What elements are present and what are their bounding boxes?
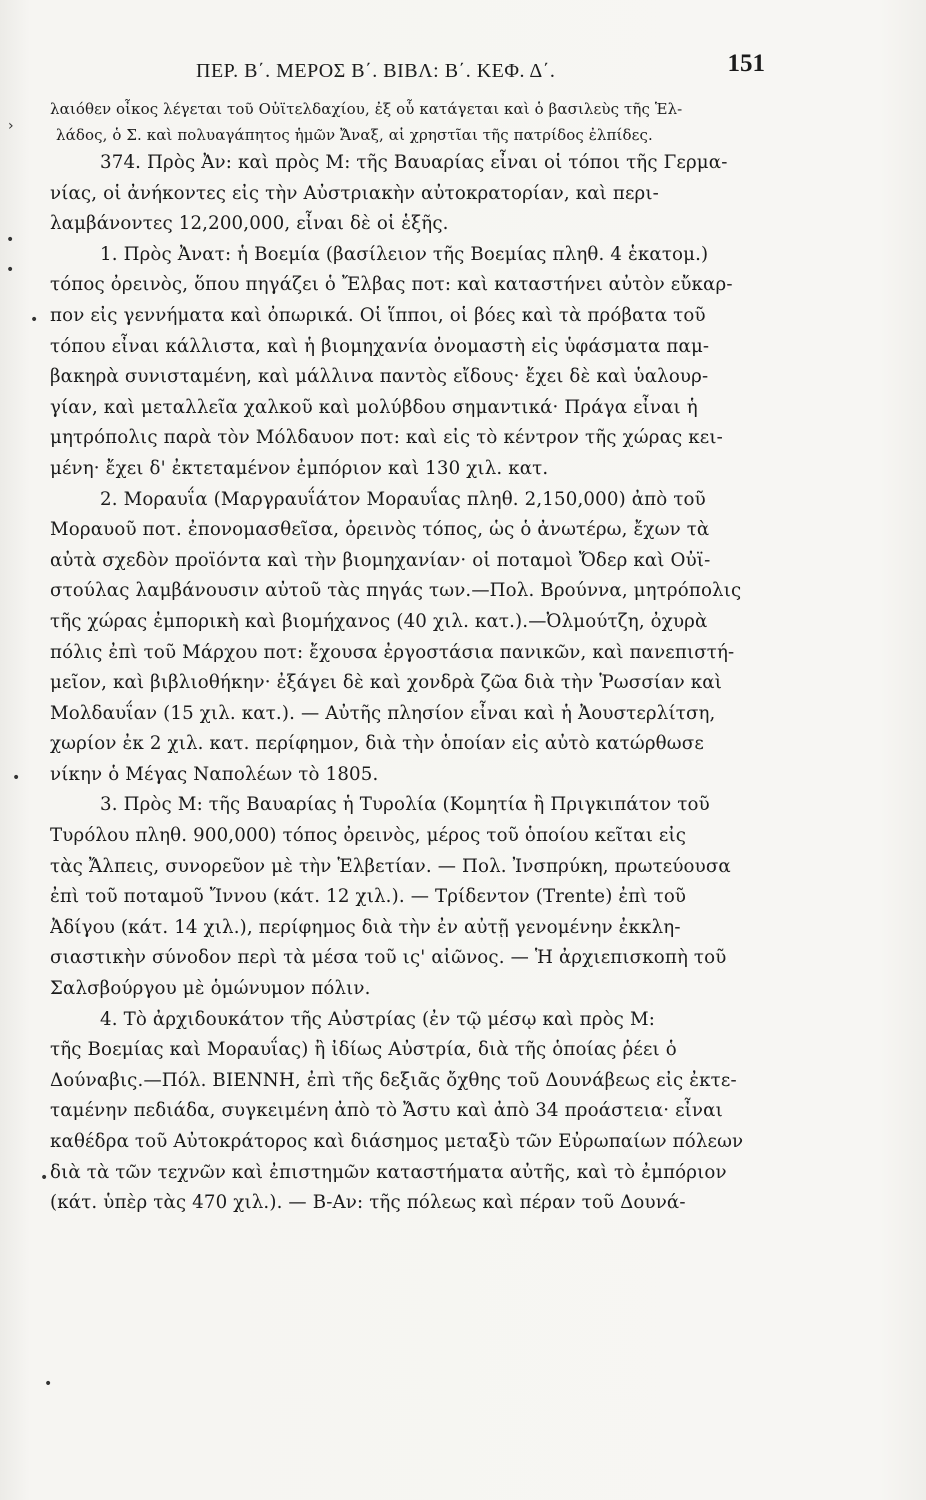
text-line: καθέδρα τοῦ Αὐτοκράτορος καὶ διάσημος μεταξὺ τῶν Εὐρωπαίων πόλεων [50,1131,744,1152]
text-line: (κάτ. ὑπὲρ τὰς 470 χιλ.). — Β-Αν: τῆς πόλεως καὶ πέραν τοῦ Δουνά- [50,1192,686,1214]
item-2-heading: 2. Μοραυΐα (Μαργραυΐάτον Μοραυΐας πληθ. 2,150,000) ἀπὸ τοῦ [100,488,706,510]
text-line: Δούναβις.—Πόλ. ΒΙΕΝΝΗ, ἐπὶ τῆς δεξιᾶς ὄχθης τοῦ Δουνάβεως εἰς ἐκτε- [50,1069,737,1091]
text-line: διὰ τὰ τῶν τεχνῶν καὶ ἐπιστημῶν καταστήματα αὐτῆς, καὶ τὸ ἐμπόριον [50,1161,727,1183]
margin-mark: • [6,232,15,248]
page-number: 151 [727,50,765,77]
text-line: Μολδαυΐαν (15 χιλ. κατ.). — Αὐτῆς πλησίον εἶναι καὶ ἡ Ἀουστερλίτση, [50,702,716,724]
margin-mark: • [12,770,21,786]
text-line: πον εἰς γεννήματα καὶ ὀπωρικά. Οἱ ἵπποι, οἱ βόες καὶ τὰ πρόβατα τοῦ [50,304,706,326]
text-line: γίαν, καὶ μεταλλεῖα χαλκοῦ καὶ μολύβδου σημαντικά· Πράγα εἶναι ἡ [50,396,698,418]
text-line: νίκην ὁ Μέγας Ναπολέων τὸ 1805. [50,763,379,785]
text-line: στούλας λαμβάνουσιν αὐτοῦ τὰς πηγάς των.—Πολ. Βρούννα, μητρόπολις [50,580,742,602]
item-3-heading: 3. Πρὸς Μ: τῆς Βαυαρίας ἡ Τυρολία (Κομητία ἢ Πριγκιπάτον τοῦ [100,794,710,816]
text-line: Σαλσβούργου μὲ ὁμώνυμον πόλιν. [50,978,371,1000]
margin-mark: › [8,118,14,134]
item-4-heading: 4. Τὸ ἀρχιδουκάτον τῆς Αὐστρίας (ἐν τῷ μέσῳ καὶ πρὸς Μ: [100,1008,656,1030]
text-line: λαιόθεν οἶκος λέγεται τοῦ Οὐϊτελδαχίου, ἐξ οὗ κατάγεται καὶ ὁ βασιλεὺς τῆς Ἑλ- [50,100,683,118]
text-line: σιαστικὴν σύνοδον περὶ τὰ μέσα τοῦ ις' αἰῶνος. — Ἡ ἀρχιεπισκοπὴ τοῦ [50,947,727,969]
section-374-heading: 374. Πρὸς Ἀν: καὶ πρὸς Μ: τῆς Βαυαρίας εἶναι οἱ τόποι τῆς Γερμα- [100,152,728,173]
text-line: μεῖον, καὶ βιβλιοθήκην· ἐξάγει δὲ καὶ χονδρὰ ζῶα διὰ τὴν Ῥωσσίαν καὶ [50,672,723,694]
text-line: αὐτὰ σχεδὸν προϊόντα καὶ τὴν βιομηχανίαν· οἱ ποταμοὶ Ὄδερ καὶ Οὐϊ- [50,549,711,571]
page-body [50,94,780,1219]
running-head: ΠΕΡ. Β΄. ΜΕΡΟΣ Β΄. ΒΙΒΛ: Β΄. ΚΕΦ. Δ΄. [196,60,556,82]
margin-mark: • [44,1376,53,1392]
text-line: τὰς Ἄλπεις, συνορεῦον μὲ τὴν Ἑλβετίαν. — Πολ. Ἰνσπρύκη, πρωτεύουσα [50,855,731,877]
text-line: Ἀδίγου (κάτ. 14 χιλ.), περίφημος διὰ τὴν ἐν αὐτῇ γενομένην ἐκκλη- [50,916,681,938]
text-line: πόλις ἐπὶ τοῦ Μάρχου ποτ: ἔχουσα ἐργοστάσια πανικῶν, καὶ πανεπιστή- [50,641,735,663]
margin-mark: • [30,312,39,328]
item-1-heading: 1. Πρὸς Ἀνατ: ἡ Βοεμία (βασίλειον τῆς Βοεμίας πληθ. 4 ἑκατομ.) [100,243,709,265]
text-line: τόπος ὀρεινὸς, ὅπου πηγάζει ὁ Ἔλβας ποτ: καὶ καταστήνει αὐτὸν εὔκαρ- [50,274,733,296]
text-line: λάδος, ὁ Σ. καὶ πολυαγάπητος ἡμῶν Ἄναξ, αἱ χρηστῖαι τῆς πατρίδος ἐλπίδες. [56,126,653,144]
text-line: τῆς χώρας ἐμπορικὴ καὶ βιομήχανος (40 χιλ. κατ.).—Ὀλμούτζη, ὀχυρὰ [50,610,708,632]
text-line: ἐπὶ τοῦ ποταμοῦ Ἴννου (κάτ. 12 χιλ.). — Τρίδεντον (Trente) ἐπὶ τοῦ [50,886,687,908]
margin-mark: • [6,262,15,278]
text-line: τόπου εἶναι κάλλιστα, καὶ ἡ βιομηχανία ὀνομαστὴ εἰς ὑφάσματα παμ- [50,335,710,357]
text-line: μητρόπολις παρὰ τὸν Μόλδαυον ποτ: καὶ εἰς τὸ κέντρον τῆς χώρας κει- [50,427,723,449]
text-line: λαμβάνοντες 12,200,000, εἶναι δὲ οἱ ἑξῆς. [50,213,449,235]
text-line: τῆς Βοεμίας καὶ Μοραυΐας) ἢ ἰδίως Αὐστρία, διὰ τῆς ὁποίας ῥέει ὁ [50,1039,677,1061]
text-line: νίας, οἱ ἀνήκοντες εἰς τὴν Αὐστριακὴν αὐτοκρατορίαν, καὶ περι- [50,182,659,204]
text-line: βακηρὰ συνισταμένη, καὶ μάλλινα παντὸς εἴδους· ἔχει δὲ καὶ ὑαλουρ- [50,366,709,388]
text-line: Μοραυοῦ ποτ. ἐπονομασθεῖσα, ὀρεινὸς τόπος, ὡς ὁ ἀνωτέρω, ἔχων τὰ [50,519,710,541]
text-line: Τυρόλου πληθ. 900,000) τόπος ὀρεινὸς, μέρος τοῦ ὁποίου κεῖται εἰς [50,825,687,847]
page-header [0,50,926,90]
text-line: χωρίον ἐκ 2 χιλ. κατ. περίφημον, διὰ τὴν ὁποίαν εἰς αὐτὸ κατώρθωσε [50,733,704,755]
margin-mark: • [40,1170,49,1186]
text-line: ταμένην πεδιάδα, συγκειμένη ἀπὸ τὸ Ἄστυ καὶ ἀπὸ 34 προάστεια· εἶναι [50,1100,723,1122]
text-line: μένη· ἔχει δ' ἐκτεταμένον ἐμπόριον καὶ 130 χιλ. κατ. [50,457,549,479]
